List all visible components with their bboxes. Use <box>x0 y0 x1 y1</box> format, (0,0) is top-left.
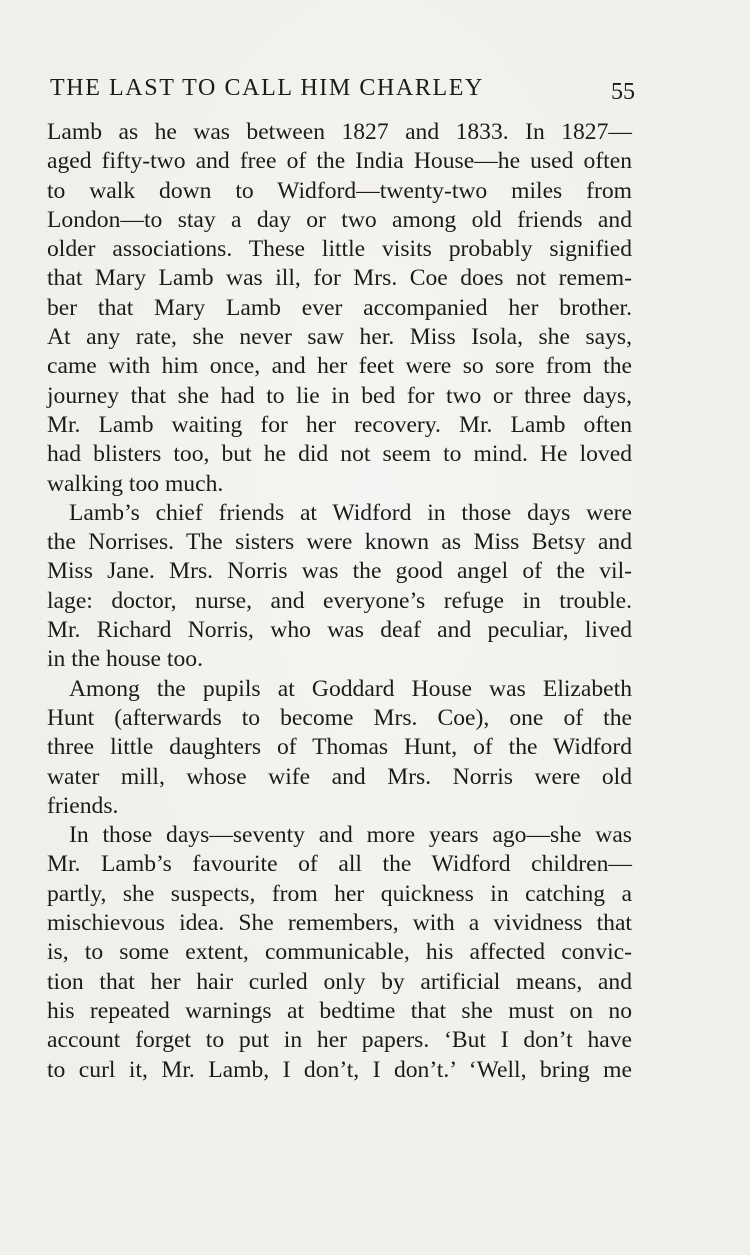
text-line: partly, she suspects, from her quickness in catching a <box>47 880 632 907</box>
text-line: Mr. Lamb waiting for her recovery. Mr. Lamb often <box>47 411 632 438</box>
page-header <box>50 70 635 106</box>
text-line: journey that she had to lie in bed for two or three days, <box>47 382 632 409</box>
text-line: ber that Mary Lamb ever accompanied her brother. <box>47 294 632 321</box>
text-line: walking too much. <box>47 470 224 497</box>
text-line: that Mary Lamb was ill, for Mrs. Coe does not remem- <box>47 265 632 292</box>
text-line: the Norrises. The sisters were known as Miss Betsy and <box>47 529 632 556</box>
text-line: came with him once, and her feet were so sore from the <box>47 353 632 380</box>
text-line: friends. <box>47 792 119 819</box>
text-line: In those days—seventy and more years ago—she was <box>69 822 632 849</box>
text-line: water mill, whose wife and Mrs. Norris were old <box>47 763 632 790</box>
text-line: mischievous idea. She remembers, with a vividness that <box>47 910 632 937</box>
text-line: Miss Jane. Mrs. Norris was the good angel of the vil- <box>47 558 632 585</box>
text-line: At any rate, she never saw her. Miss Isola, she says, <box>47 324 632 351</box>
text-line: Hunt (afterwards to become Mrs. Coe), one of the <box>47 704 632 731</box>
text-line: Among the pupils at Goddard House was Elizabeth <box>69 675 632 702</box>
text-line: tion that her hair curled only by artificial means, and <box>47 968 632 995</box>
text-line: to curl it, Mr. Lamb, I don’t, I don’t.’ ‘Well, bring me <box>47 1056 632 1083</box>
text-line: in the house too. <box>47 646 203 673</box>
text-line: older associations. These little visits probably signified <box>47 236 632 263</box>
page-number: 55 <box>611 79 635 105</box>
text-line: Lamb as he was between 1827 and 1833. In 1827— <box>47 119 632 145</box>
text-line: Lamb’s chief friends at Widford in those days were <box>69 499 632 526</box>
text-line: three little daughters of Thomas Hunt, of the Widford <box>47 734 632 761</box>
text-line: lage: doctor, nurse, and everyone’s refuge in trouble. <box>47 587 632 614</box>
text-line: Mr. Richard Norris, who was deaf and peculiar, lived <box>47 617 632 644</box>
running-title: THE LAST TO CALL HIM CHARLEY <box>50 75 484 101</box>
text-line: London—to stay a day or two among old friends and <box>47 206 632 233</box>
text-line: Mr. Lamb’s favourite of all the Widford children— <box>47 851 632 878</box>
text-line: his repeated warnings at bedtime that she must on no <box>47 997 632 1024</box>
text-line: aged fifty-two and free of the India House—he used often <box>47 148 632 175</box>
text-line: account forget to put in her papers. ‘But I don’t have <box>47 1027 632 1054</box>
text-line: had blisters too, but he did not seem to mind. He loved <box>47 441 632 468</box>
body-text <box>47 118 632 1085</box>
text-line: to walk down to Widford—twenty-two miles from <box>47 177 632 204</box>
text-line: is, to some extent, communicable, his affected convic- <box>47 939 632 966</box>
